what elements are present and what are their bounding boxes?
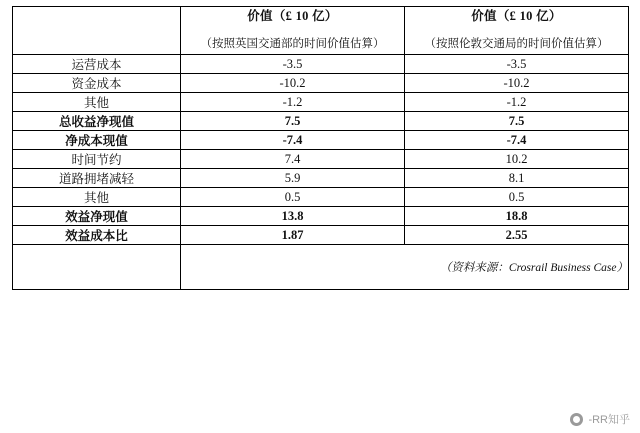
table-row <box>13 150 629 169</box>
table-body <box>13 7 629 290</box>
table-row <box>13 207 629 226</box>
table-source-row <box>13 245 629 290</box>
row-value-dft: 7.5 <box>181 112 405 131</box>
row-value-tfl: 2.55 <box>405 226 629 245</box>
table-row <box>13 55 629 74</box>
header-title-dft: 价值（£ 10 亿） <box>247 9 338 23</box>
row-value-dft: -10.2 <box>181 74 405 93</box>
row-value-dft: -1.2 <box>181 93 405 112</box>
header-corner-cell <box>13 7 181 55</box>
row-value-tfl: 0.5 <box>405 188 629 207</box>
row-value-tfl: 10.2 <box>405 150 629 169</box>
row-value-tfl: 8.1 <box>405 169 629 188</box>
table-row <box>13 112 629 131</box>
row-value-dft: -3.5 <box>181 55 405 74</box>
row-label: 效益成本比 <box>13 226 181 245</box>
table-row <box>13 169 629 188</box>
row-label: 其他 <box>13 93 181 112</box>
row-value-tfl: 7.5 <box>405 112 629 131</box>
watermark <box>570 411 630 427</box>
table-row <box>13 93 629 112</box>
row-label: 总收益净现值 <box>13 112 181 131</box>
table-row <box>13 131 629 150</box>
header-subtitle-tfl: （按照伦敦交通局的时间价值估算） <box>424 38 609 51</box>
row-value-tfl: -3.5 <box>405 55 629 74</box>
document-page <box>0 6 640 433</box>
row-value-dft: 0.5 <box>181 188 405 207</box>
row-value-dft: 1.87 <box>181 226 405 245</box>
table-row <box>13 74 629 93</box>
table-row <box>13 188 629 207</box>
row-value-dft: 7.4 <box>181 150 405 169</box>
header-subtitle-dft: （按照英国交通部的时间价值估算） <box>200 38 385 51</box>
table-row <box>13 226 629 245</box>
row-value-tfl: -10.2 <box>405 74 629 93</box>
row-value-tfl: -1.2 <box>405 93 629 112</box>
row-value-tfl: 18.8 <box>405 207 629 226</box>
row-value-dft: 5.9 <box>181 169 405 188</box>
row-label: 净成本现值 <box>13 131 181 150</box>
row-value-dft: -7.4 <box>181 131 405 150</box>
watermark-logo-icon <box>570 413 583 426</box>
header-cell-tfl <box>405 7 629 55</box>
row-label: 运营成本 <box>13 55 181 74</box>
header-title-tfl: 价值（£ 10 亿） <box>471 9 562 23</box>
source-note: （资料来源：Crosrail Business Case） <box>181 245 629 290</box>
watermark-text: -RR知乎 <box>588 414 630 426</box>
cost-benefit-table <box>12 6 629 290</box>
row-label: 效益净现值 <box>13 207 181 226</box>
table-header-row <box>13 7 629 55</box>
row-label: 时间节约 <box>13 150 181 169</box>
row-value-dft: 13.8 <box>181 207 405 226</box>
row-label: 道路拥堵减轻 <box>13 169 181 188</box>
source-corner-cell <box>13 245 181 290</box>
row-value-tfl: -7.4 <box>405 131 629 150</box>
row-label: 其他 <box>13 188 181 207</box>
row-label: 资金成本 <box>13 74 181 93</box>
header-cell-dft <box>181 7 405 55</box>
